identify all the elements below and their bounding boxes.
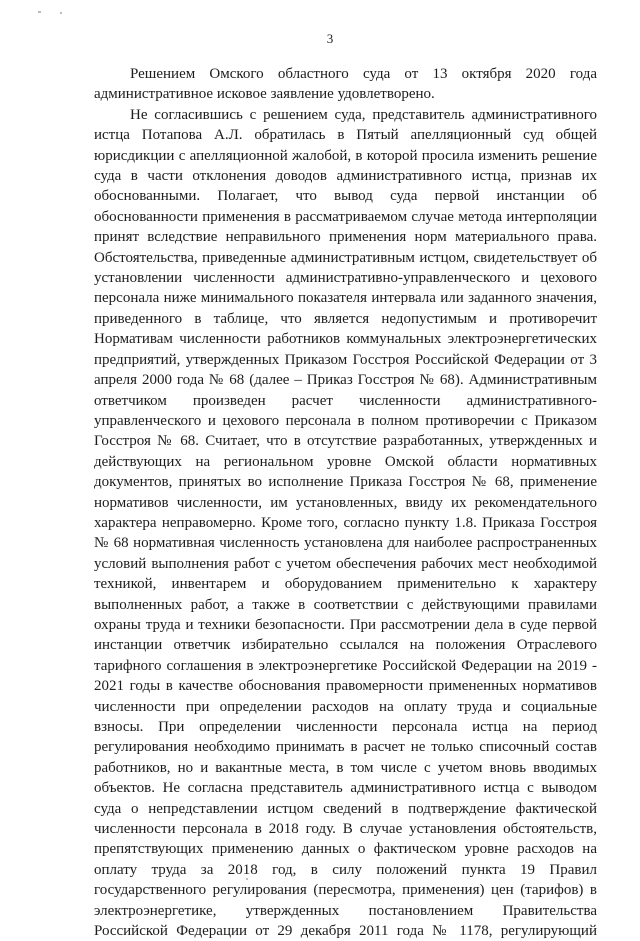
paragraph-appeal: Не согласившись с решением суда, представитель административного истца Потапова А.Л. обратилась в Пятый апелляционный суд общей юрисдикции с апелляционной жалобой, в которой просила изменить решение суда в части отклонения доводов административного истца, признав их обоснованными. Полагает, что вывод суда первой инстанции об обоснованности применения в рассматриваемом случае метода интерполяции принят вследствие неправильного применения норм материального права. Обстоятельства, приведенные административным истцом, свидетельствует об установлении численности административно-управленческого и цехового персонала ниже минимального показателя интервала или заданного значения, приведенного в таблице, что является недопустимым и противоречит Нормативам численности работников коммунальных электроэнергетических предприятий, утвержденных Приказом Госстроя Российской Федерации от 3 апреля 2000 года № 68 (далее – Приказ Госстроя № 68). Административным ответчиком произведен расчет численности административного-управленческого и цехового персонала в полном противоречии с Приказом Госстроя № 68. Считает, что в отсутствие разработанных, утвержденных и действующих на региональном уровне Омской области нормативных документов, принятых во исполнение Приказа Госстроя № 68, применение нормативов численности, им установленных, ввиду их рекомендательного характера неправомерно. Кроме того, согласно пункту 1.8. Приказа Госстроя № 68 нормативная численность установлена для наиболее распространенных условий выполнения работ с учетом обеспечения рабочих мест необходимой техникой, инвентарем и оборудованием применительно к характеру выполненных работ, а также в соответствии с действующими правилами охраны труда и техники безопасности. При рассмотрении дела в суде первой инстанции ответчик избирательно ссылался на положения Отраслевого тарифного соглашения в электроэнергетике Российской Федерации на 2019 - 2021 годы в качестве обоснования правомерности примененных нормативов численности при определении расходов на оплату труда и социальные взносы. При определении численности персонала истца на период регулирования необходимо принимать в расчет не только списочный состав работников, но и вакантные места, в том числе с учетом вновь вводимых объектов. Не согласна представитель административного истца с выводом суда о непредставлении истцом сведений в подтверждение фактической численности персонала в 2018 году. В случае установления обстоятельств, препятствующих применению данных о фактическом уровне расходов на оплату труда за 2018 год, в силу положений пункта 19 Правил государственного регулирования (пересмотра, применения) цен (тарифов) в электроэнергетике, утвержденных постановлением Правительства Российской Федерации от 29 декабря 2011 года № 1178, регулирующий	[94, 106, 597, 940]
scan-speck	[38, 11, 41, 13]
page-number: 3	[326, 31, 334, 46]
paragraph-decision: Решением Омского областного суда от 13 октября 2020 года административное исковое заявление удовлетворено.	[94, 66, 597, 103]
document-body	[94, 64, 597, 941]
scan-speck	[60, 12, 62, 14]
